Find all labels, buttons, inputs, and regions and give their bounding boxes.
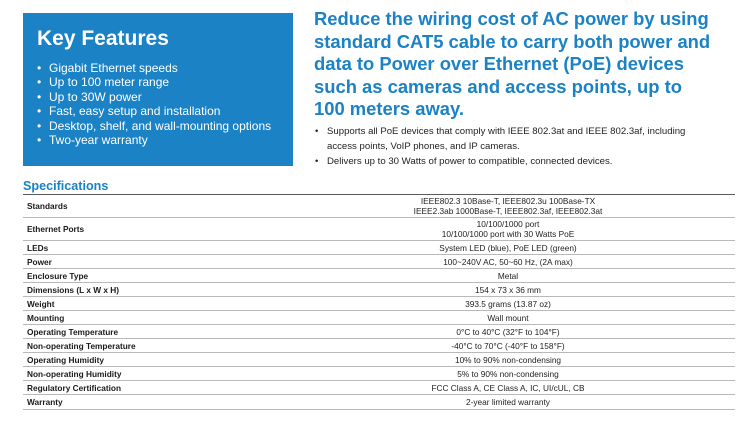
spec-label: Dimensions (L x W x H) xyxy=(23,283,281,297)
spec-value-line: 10/100/1000 port with 30 Watts PoE xyxy=(441,229,575,239)
spec-value-line: IEEE2.3ab 1000Base-T, IEEE802.3af, IEEE802.3at xyxy=(413,206,603,216)
key-feature-item: • Up to 30W power xyxy=(37,90,279,104)
key-feature-item: • Up to 100 meter range xyxy=(37,75,279,89)
bullet-line: • Supports all PoE devices that comply with IEEE 802.3at and IEEE 802.3af, including xyxy=(327,126,686,137)
spec-label: Mounting xyxy=(23,311,281,325)
headline-line: data to Power over Ethernet (PoE) devices xyxy=(314,53,684,75)
spec-label: LEDs xyxy=(23,241,281,255)
spec-row xyxy=(23,297,735,311)
spec-value xyxy=(281,255,735,269)
spec-value-line: 0°C to 40°C (32°F to 104°F) xyxy=(456,326,560,337)
spec-row xyxy=(23,325,735,339)
spec-value xyxy=(281,311,735,325)
spec-row xyxy=(23,195,735,218)
key-features-list xyxy=(37,61,279,147)
key-feature-item: • Two-year warranty xyxy=(37,133,279,147)
spec-value-line: System LED (blue), PoE LED (green) xyxy=(439,242,577,253)
spec-value xyxy=(281,218,735,241)
spec-label: Weight xyxy=(23,297,281,311)
headline xyxy=(314,8,744,121)
key-features-box xyxy=(23,13,293,166)
headline-line: Reduce the wiring cost of AC power by using xyxy=(314,8,709,29)
spec-row xyxy=(23,269,735,283)
feature-bullets xyxy=(314,124,734,169)
specifications-table xyxy=(23,194,735,410)
spec-value-line: 2-year limited warranty xyxy=(466,397,550,407)
spec-row xyxy=(23,283,735,297)
spec-value-line: Metal xyxy=(497,270,519,281)
spec-row xyxy=(23,311,735,325)
spec-value xyxy=(281,325,735,339)
spec-row xyxy=(23,395,735,410)
spec-value-line: 393.5 grams (13.87 oz) xyxy=(465,298,551,309)
key-feature-item: • Gigabit Ethernet speeds xyxy=(37,61,279,75)
spec-row xyxy=(23,381,735,395)
spec-row xyxy=(23,367,735,381)
spec-label: Warranty xyxy=(23,395,281,410)
spec-value xyxy=(281,395,735,410)
spec-value xyxy=(281,381,735,395)
bullet-line: access points, VoIP phones, and IP cameras. xyxy=(327,141,520,152)
spec-value xyxy=(281,195,735,218)
key-features-title: Key Features xyxy=(37,27,169,50)
bullet-item xyxy=(314,124,734,154)
spec-row xyxy=(23,218,735,241)
spec-value-line: -40°C to 70°C (-40°F to 158°F) xyxy=(451,340,565,351)
spec-label: Operating Humidity xyxy=(23,353,281,367)
spec-label: Enclosure Type xyxy=(23,269,281,283)
spec-value-line: IEEE802.3 10Base-T, IEEE802.3u 100Base-TX xyxy=(420,196,596,206)
spec-value-line: 5% to 90% non-condensing xyxy=(457,368,559,379)
bullet-line: • Delivers up to 30 Watts of power to compatible, connected devices. xyxy=(327,156,613,167)
spec-value-line: 154 x 73 x 36 mm xyxy=(475,284,541,295)
spec-row xyxy=(23,241,735,255)
spec-value-line: 10/100/1000 port xyxy=(476,219,540,229)
spec-label: Ethernet Ports xyxy=(23,218,281,241)
spec-value-line: 10% to 90% non-condensing xyxy=(454,354,562,365)
spec-label: Non-operating Temperature xyxy=(23,339,281,353)
spec-row xyxy=(23,353,735,367)
spec-value-line: 100~240V AC, 50~60 Hz, (2A max) xyxy=(443,256,573,267)
spec-value xyxy=(281,339,735,353)
spec-value xyxy=(281,269,735,283)
spec-value-line: Wall mount xyxy=(487,312,529,323)
spec-value xyxy=(281,353,735,367)
spec-label: Standards xyxy=(23,195,281,218)
spec-value xyxy=(281,283,735,297)
spec-row xyxy=(23,255,735,269)
headline-line: such as cameras and access points, up to xyxy=(314,75,682,97)
spec-value xyxy=(281,367,735,381)
spec-label: Power xyxy=(23,255,281,269)
key-feature-item: • Fast, easy setup and installation xyxy=(37,104,279,118)
bullet-item xyxy=(314,154,734,169)
spec-value xyxy=(281,297,735,311)
spec-value xyxy=(281,241,735,255)
spec-row xyxy=(23,339,735,353)
headline-line: standard CAT5 cable to carry both power and xyxy=(314,30,711,52)
headline-line: 100 meters away. xyxy=(314,98,464,120)
specifications-title: Specifications xyxy=(23,179,109,193)
spec-label: Regulatory Certification xyxy=(23,381,281,395)
spec-label: Non-operating Humidity xyxy=(23,367,281,381)
spec-value-line: FCC Class A, CE Class A, IC, UI/cUL, CB xyxy=(431,382,585,393)
spec-label: Operating Temperature xyxy=(23,325,281,339)
key-feature-item: • Desktop, shelf, and wall-mounting options xyxy=(37,119,279,133)
